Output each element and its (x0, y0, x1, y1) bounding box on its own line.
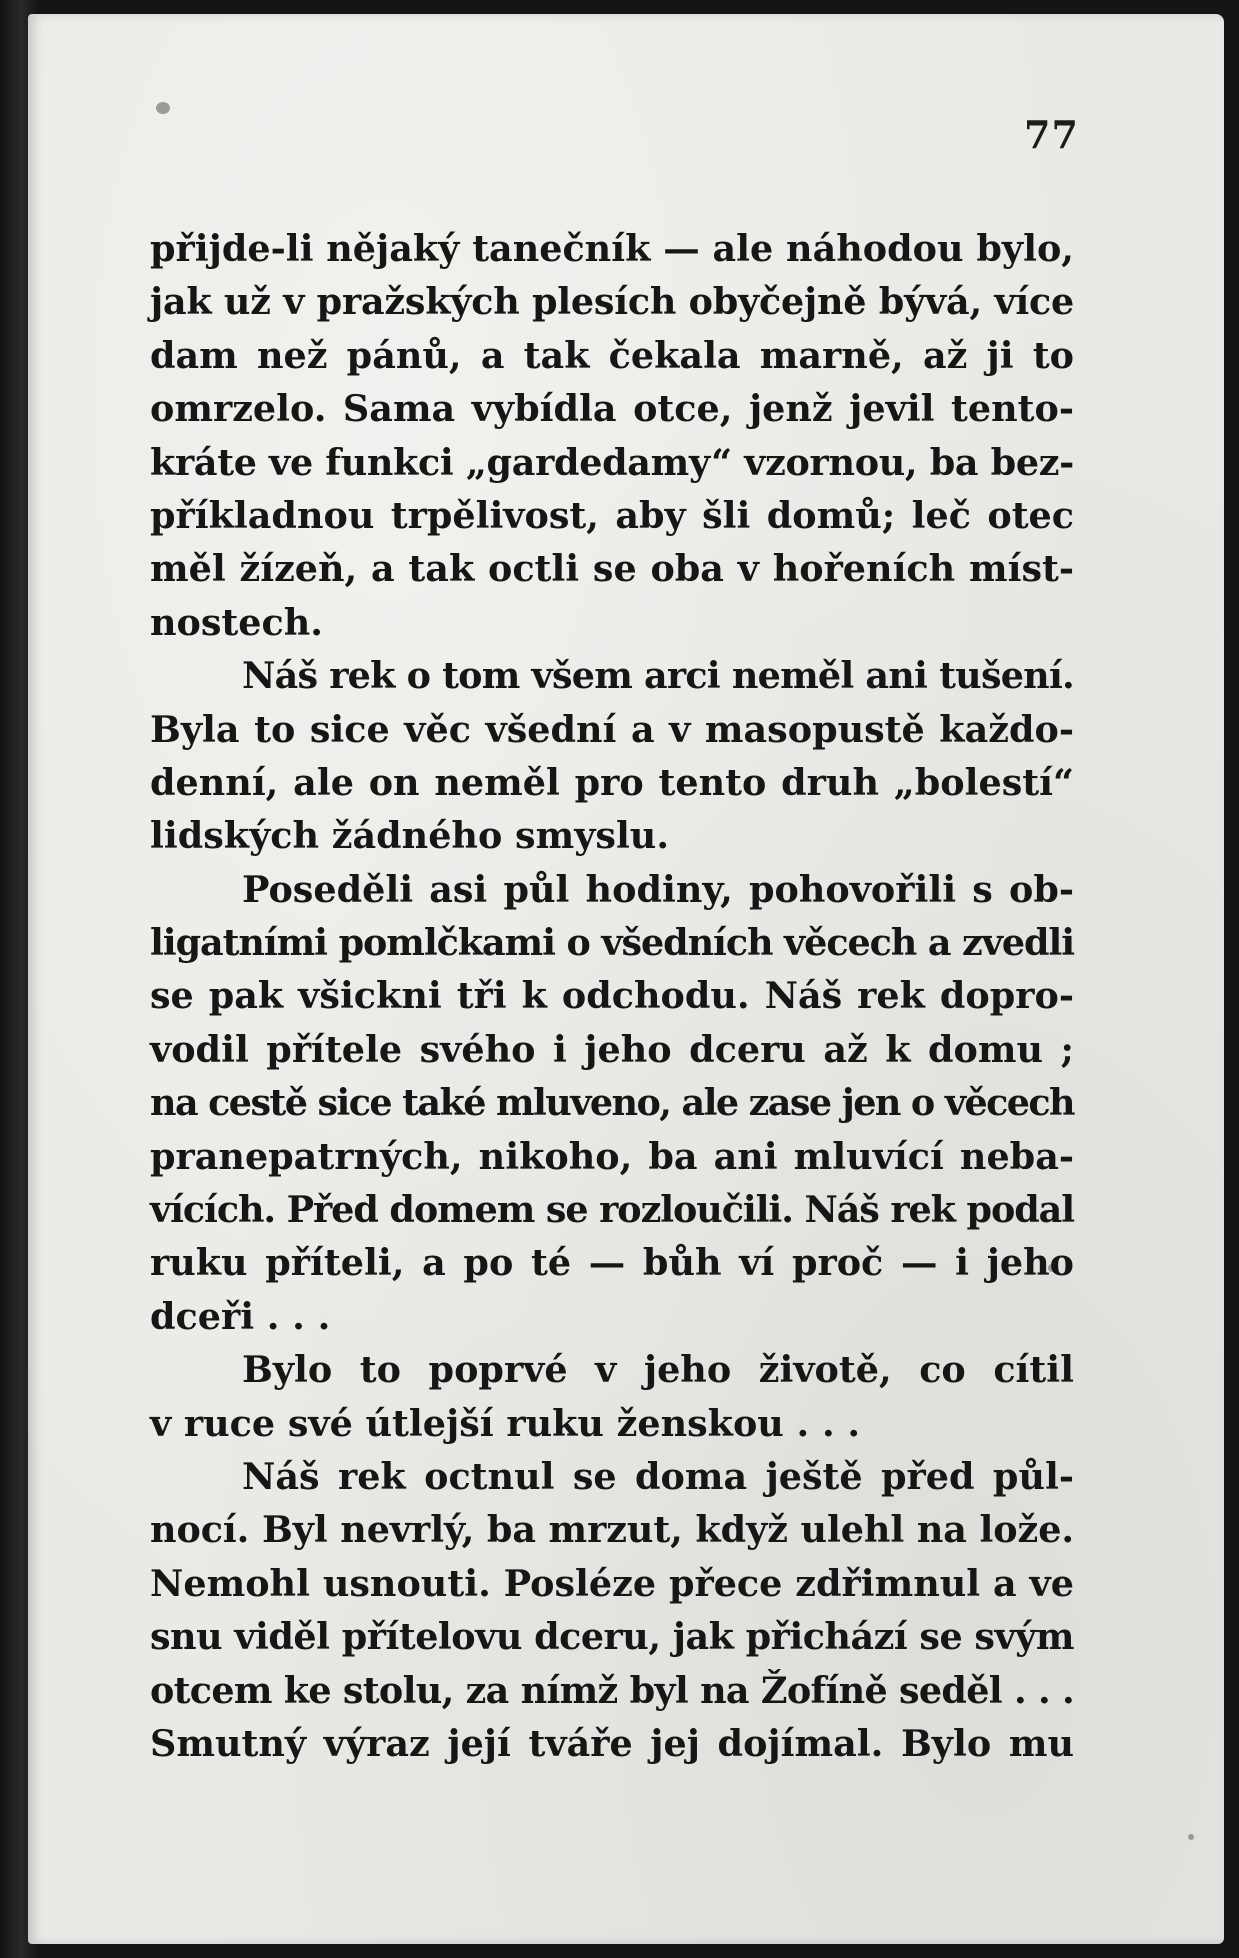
text-line: pranepatrných, nikoho, ba ani mluvící neba- (150, 1134, 1074, 1178)
text-line: omrzelo. Sama vybídla otce, jenž jevil tento- (150, 387, 1074, 431)
paper-speck (156, 102, 170, 114)
body-text (150, 222, 1074, 1770)
text-line: ligatními pomlčkami o všedních věcech a zvedli (150, 921, 1074, 965)
text-line: nostech. (150, 600, 323, 644)
text-line: Bylo to poprvé v jeho životě, co cítil (242, 1348, 1074, 1392)
text-line: nocí. Byl nevrlý, ba mrzut, když ulehl na lože. (150, 1508, 1074, 1552)
text-line: jak už v pražských plesích obyčejně bývá, více (150, 280, 1074, 324)
text-line: dam než pánů, a tak čekala marně, až ji to (150, 333, 1074, 377)
text-line: přijde-li nějaký tanečník — ale náhodou bylo, (150, 227, 1074, 270)
text-line: vodil přítele svého i jeho dceru až k domu ; (150, 1027, 1074, 1071)
text-line: otcem ke stolu, za nímž byl na Žofíně seděl . . . (150, 1668, 1074, 1712)
text-line: ruku příteli, a po té — bůh ví proč — i jeho (150, 1241, 1074, 1285)
text-line: Nemohl usnouti. Posléze přece zdřimnul a ve (150, 1561, 1074, 1605)
text-line: příkladnou trpělivost, aby šli domů; leč otec (150, 493, 1074, 537)
paper-speck (1188, 1834, 1194, 1840)
text-line: kráte ve funkci „gardedamy“ vzornou, ba bez- (150, 440, 1074, 484)
text-line: Poseděli asi půl hodiny, pohovořili s ob- (242, 867, 1074, 911)
text-line: v ruce své útlejší ruku ženskou . . . (150, 1401, 861, 1445)
text-line: Náš rek o tom všem arci neměl ani tušení. (242, 654, 1074, 698)
text-line: na cestě sice také mluveno, ale zase jen o věcech (150, 1081, 1074, 1125)
text-line: denní, ale on neměl pro tento druh „bolestí“ (150, 760, 1074, 804)
text-line: lidských žádného smyslu. (150, 814, 670, 858)
page-number: 77 (1024, 112, 1079, 157)
text-line: snu viděl přítelovu dceru, jak přichází se svým (150, 1615, 1074, 1659)
text-line: dceři . . . (150, 1294, 331, 1338)
text-line: Byla to sice věc všední a v masopustě každo- (150, 707, 1074, 751)
text-line: Smutný výraz její tváře jej dojímal. Bylo mu (150, 1721, 1074, 1765)
text-line: měl žízeň, a tak octli se oba v hořeních míst- (150, 547, 1074, 591)
text-line: vících. Před domem se rozloučili. Náš rek podal (150, 1188, 1074, 1232)
text-line: se pak všickni tři k odchodu. Náš rek dopro- (150, 974, 1074, 1018)
text-line: Náš rek octnul se doma ještě před půl- (242, 1454, 1074, 1498)
